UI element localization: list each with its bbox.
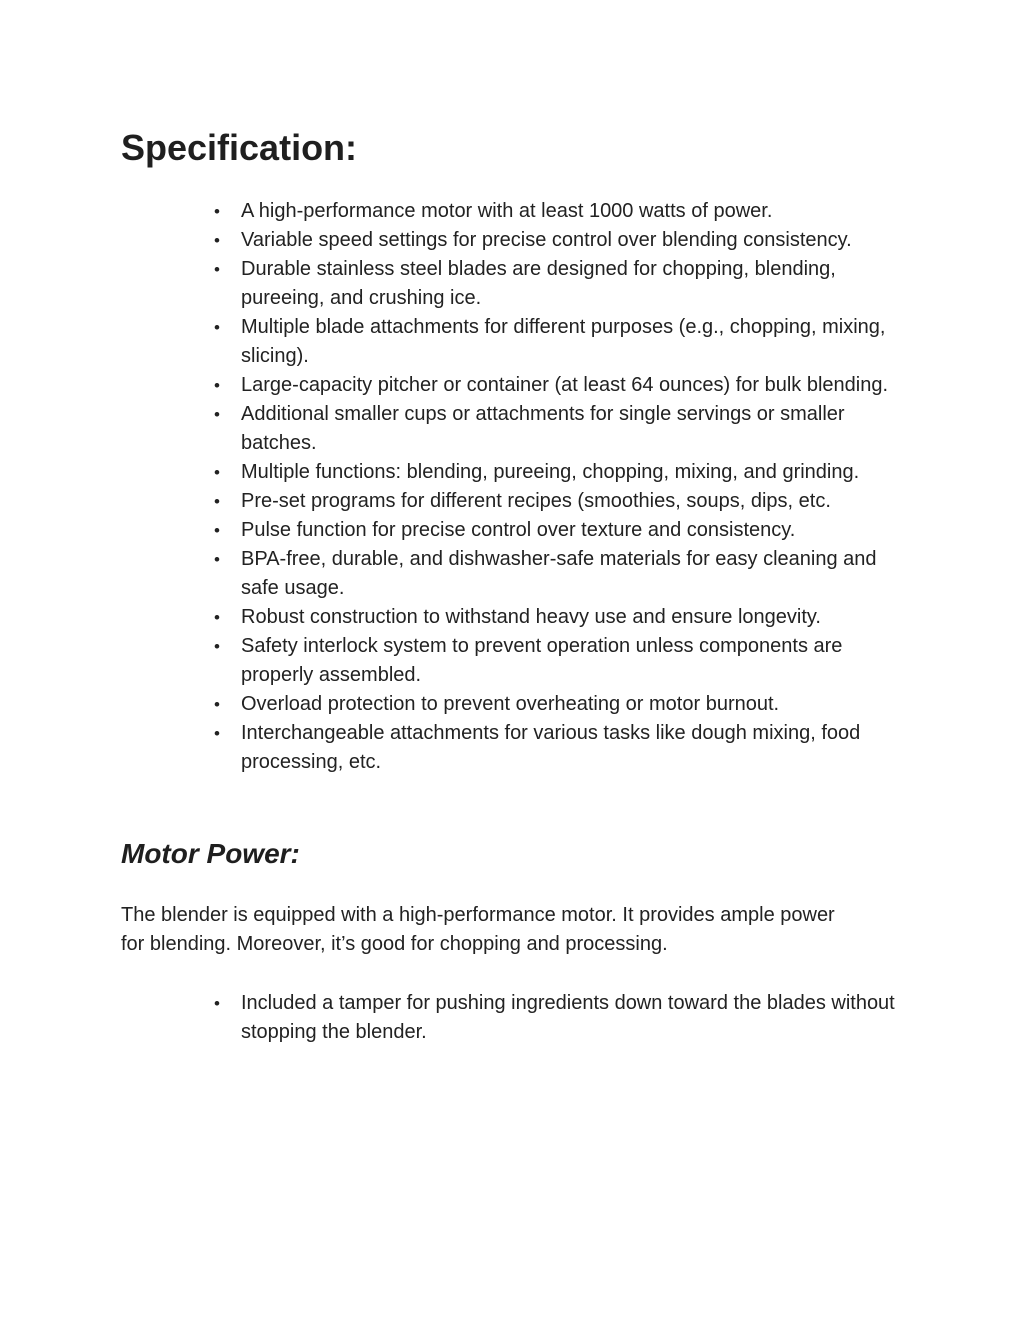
motor-power-paragraph: The blender is equipped with a high-performance motor. It provides ample power for blending. Moreover, it’s good for chopping and processing. [121, 904, 835, 955]
list-item: • Pulse function for precise control over texture and consistency. [241, 516, 911, 545]
specification-heading: Specification: [121, 127, 358, 168]
list-item: • Multiple blade attachments for different purposes (e.g., chopping, mixing, slicing). [241, 313, 911, 371]
list-item: • Robust construction to withstand heavy use and ensure longevity. [241, 603, 911, 632]
list-item: • Overload protection to prevent overheating or motor burnout. [241, 690, 911, 719]
list-item: • Pre-set programs for different recipes (smoothies, soups, dips, etc. [241, 487, 911, 516]
specification-list [241, 197, 911, 777]
list-item: • BPA-free, durable, and dishwasher-safe materials for easy cleaning and safe usage. [241, 545, 911, 603]
list-item: • Multiple functions: blending, pureeing, chopping, mixing, and grinding. [241, 458, 911, 487]
list-item: • Large-capacity pitcher or container (at least 64 ounces) for bulk blending. [241, 371, 911, 400]
motor-power-list [241, 989, 911, 1047]
list-item: • A high-performance motor with at least 1000 watts of power. [241, 197, 911, 226]
list-item: • Additional smaller cups or attachments for single servings or smaller batches. [241, 400, 911, 458]
list-item: • Durable stainless steel blades are designed for chopping, blending, pureeing, and crushing ice. [241, 255, 911, 313]
list-item: • Safety interlock system to prevent operation unless components are properly assembled. [241, 632, 911, 690]
list-item: • Interchangeable attachments for various tasks like dough mixing, food processing, etc. [241, 719, 911, 777]
list-item: • Included a tamper for pushing ingredients down toward the blades without stopping the blender. [241, 989, 911, 1047]
list-item: • Variable speed settings for precise control over blending consistency. [241, 226, 911, 255]
motor-power-heading: Motor Power: [121, 838, 300, 869]
